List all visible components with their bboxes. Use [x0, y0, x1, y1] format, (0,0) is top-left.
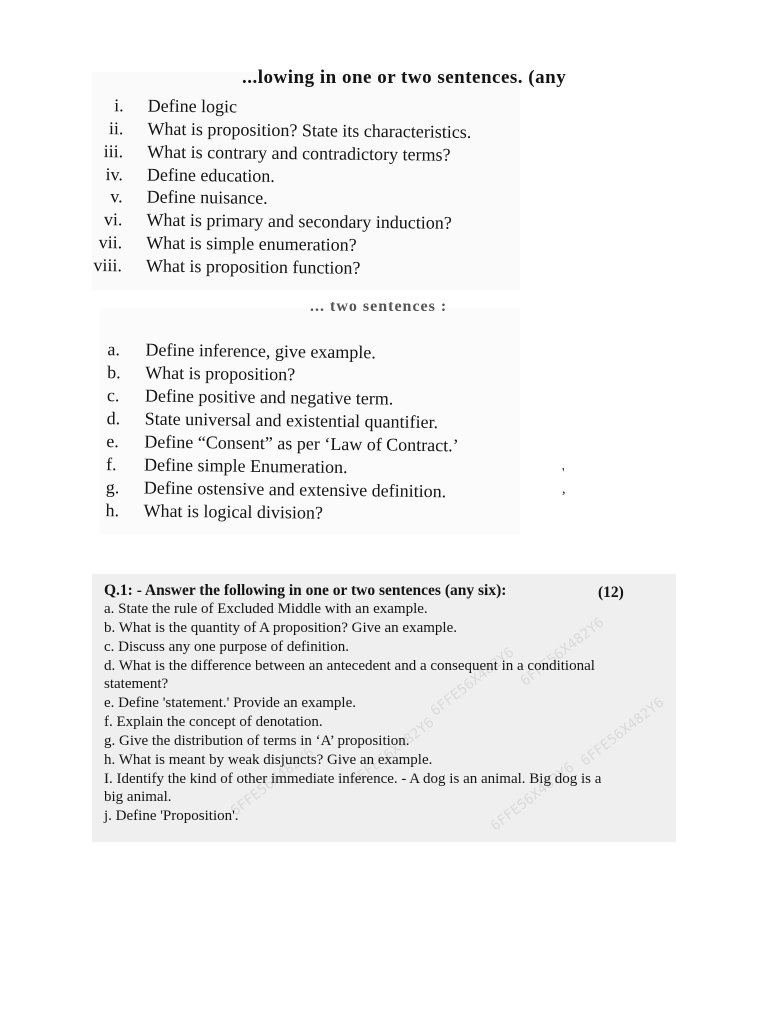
question-line: c. Discuss any one purpose of definition. [104, 639, 349, 655]
question-line: e. Define 'statement.' Provide an example. [104, 695, 356, 711]
stray-mark: ' , [562, 466, 566, 497]
item-label: ii. [108, 118, 124, 139]
question-heading: Q.1: - Answer the following in one or two sentences (any six): [104, 582, 507, 599]
question-marks: (12) [598, 584, 624, 601]
list-item [97, 499, 517, 526]
item-label: g. [105, 477, 120, 498]
item-label: viii. [93, 255, 123, 276]
question-line: big animal. [104, 789, 172, 805]
watermark-text: 6FFE56X482Y6 [577, 694, 668, 770]
watermark-text: 6FFE56X482Y6 [347, 714, 438, 790]
item-label: vi. [103, 209, 123, 230]
watermark-text: 6FFE56X482Y6 [517, 614, 608, 690]
item-label: e. [106, 431, 119, 452]
item-text: Define nuisance. [146, 186, 268, 208]
question-line: statement? [104, 676, 169, 692]
item-text: Define inference, give example. [145, 339, 376, 363]
item-text: What is contrary and contradictory terms? [147, 141, 451, 165]
question-line: b. What is the quantity of A proposition? Give an example. [104, 620, 457, 636]
item-label: c. [106, 385, 120, 406]
item-text: What is simple enumeration? [146, 232, 357, 255]
list-item [90, 208, 518, 234]
question-line: a. State the rule of Excluded Middle with an example. [104, 601, 428, 617]
question-line: h. What is meant by weak disjuncts? Give an example. [104, 752, 433, 768]
item-text: What is proposition function? [145, 255, 361, 278]
item-text: What is proposition? State its characteristics. [147, 118, 472, 142]
watermark-text: 6FFE56X482Y6 [487, 759, 578, 835]
clip2-heading-fragment: ... two sentences : [310, 298, 448, 315]
item-label: b. [107, 362, 121, 383]
exam-clip-3 [92, 574, 676, 842]
list-item [91, 140, 519, 166]
list-item [91, 117, 519, 143]
item-text: What is proposition? [145, 362, 296, 385]
item-text: Define logic [147, 95, 238, 117]
item-label: f. [105, 454, 117, 475]
question-line: f. Explain the concept of denotation. [104, 714, 323, 730]
clip2-list [97, 308, 520, 539]
list-item [90, 254, 518, 280]
item-text: Define “Consent” as per ‘Law of Contract.’ [144, 431, 459, 456]
item-text: Define education. [146, 164, 275, 186]
list-item [90, 231, 518, 257]
item-label: d. [106, 408, 121, 429]
question-line: d. What is the difference between an antecedent and a consequent in a conditional [104, 658, 595, 674]
item-text: Define positive and negative term. [144, 385, 394, 409]
watermark-text: 6FFE56X482Y6 [427, 644, 518, 720]
item-label: iii. [103, 141, 124, 162]
item-label: iv. [105, 164, 124, 185]
exam-clip-1 [92, 67, 567, 290]
item-label: a. [107, 339, 121, 360]
question-line: g. Give the distribution of terms in ‘A’ proposition. [104, 733, 410, 749]
item-label: i. [114, 95, 124, 116]
item-text: Define simple Enumeration. [143, 454, 348, 478]
question-line: j. Define 'Proposition'. [104, 808, 239, 824]
item-label: v. [110, 186, 123, 207]
exam-clip-2 [100, 298, 566, 534]
question-line: I. Identify the kind of other immediate inference. - A dog is an animal. Big dog is a [104, 771, 602, 787]
item-text: State universal and existential quantifier. [144, 408, 439, 433]
clip1-list [90, 72, 520, 294]
item-label: vii. [98, 232, 123, 253]
item-text: What is logical division? [143, 500, 324, 523]
item-label: h. [105, 500, 120, 521]
watermark-text: 6FFE56X482Y6 [227, 744, 318, 820]
clip1-heading-fragment: ...lowing in one or two sentences. (any [242, 67, 567, 88]
list-item [92, 94, 520, 120]
item-text: Define ostensive and extensive definition. [143, 477, 447, 502]
list-item [91, 185, 519, 211]
item-text: What is primary and secondary induction? [146, 209, 452, 233]
